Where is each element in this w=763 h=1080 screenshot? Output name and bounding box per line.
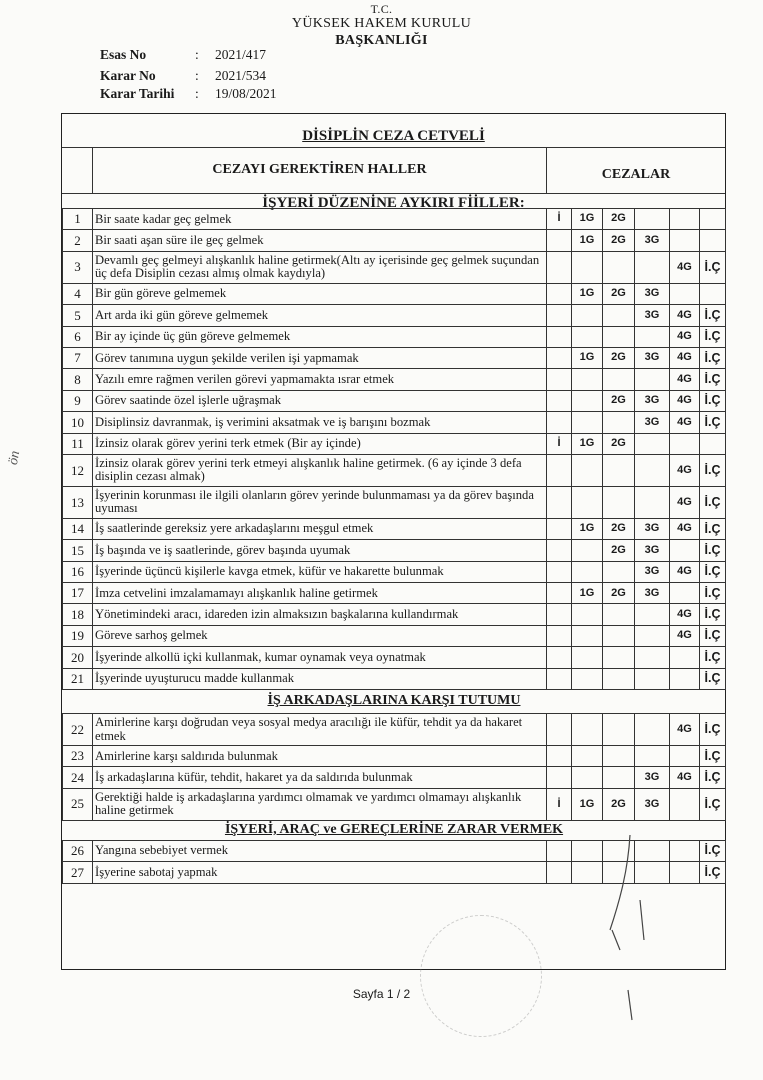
penalty-cell: İ.Ç [700, 788, 726, 820]
penalty-cell [635, 209, 670, 230]
penalty-cell [603, 647, 635, 668]
row-number: 10 [63, 412, 93, 433]
penalty-cell [635, 454, 670, 486]
table-row [63, 251, 726, 283]
penalty-cell: 3G [635, 767, 670, 788]
penalty-cell [635, 369, 670, 390]
penalty-cell [572, 251, 603, 283]
penalty-cell: 4G [670, 251, 700, 283]
meta-label: Esas No [100, 47, 147, 62]
penalty-cell: 4G [670, 369, 700, 390]
row-description: Bir gün göreve gelmemek [93, 283, 547, 304]
row-description: Göreve sarhoş gelmek [93, 625, 547, 646]
penalty-cell: İ.Ç [700, 583, 726, 604]
table-row [63, 209, 726, 230]
penalty-cell [547, 767, 572, 788]
row-description: İmza cetvelini imzalamamayı alışkanlık haline getirmek [93, 583, 547, 604]
penalty-cell: 4G [670, 767, 700, 788]
penalty-cell: 1G [572, 347, 603, 368]
penalty-cell [572, 369, 603, 390]
penalty-cell [635, 604, 670, 625]
penalty-cell: 4G [670, 305, 700, 326]
penalty-cell: İ.Ç [700, 326, 726, 347]
penalty-cell [670, 209, 700, 230]
penalty-cell [572, 647, 603, 668]
penalty-cell: 2G [603, 583, 635, 604]
penalty-cell: 2G [603, 540, 635, 561]
penalty-cell [700, 433, 726, 454]
penalty-cell [572, 540, 603, 561]
penalty-cell [603, 561, 635, 582]
table-row [63, 625, 726, 646]
row-number: 1 [63, 209, 93, 230]
column-header-conditions: CEZAYI GEREKTİREN HALLER [212, 162, 427, 177]
penalty-cell: 3G [635, 540, 670, 561]
table-row [63, 714, 726, 746]
row-number: 20 [63, 647, 93, 668]
penalty-cell [670, 540, 700, 561]
penalty-cell [603, 746, 635, 767]
table-title: DİSİPLİN CEZA CETVELİ [302, 128, 485, 144]
table-row [63, 230, 726, 251]
row-description: Yazılı emre rağmen verilen görevi yapmamakta ısrar etmek [93, 369, 547, 390]
row-number: 13 [63, 486, 93, 518]
row-description: İşyerinde alkollü içki kullanmak, kumar oynamak veya oynatmak [93, 647, 547, 668]
penalty-cell: 3G [635, 230, 670, 251]
penalty-cell: 1G [572, 230, 603, 251]
penalty-cell: 4G [670, 714, 700, 746]
row-description: Bir saate kadar geç gelmek [93, 209, 547, 230]
penalty-cell [700, 209, 726, 230]
penalty-cell [547, 518, 572, 539]
penalty-cell: 4G [670, 486, 700, 518]
penalty-cell: 2G [603, 283, 635, 304]
penalty-cell [670, 583, 700, 604]
penalty-cell: 4G [670, 390, 700, 411]
penalty-cell: 1G [572, 209, 603, 230]
row-description: İş başında ve iş saatlerinde, görev başında uyumak [93, 540, 547, 561]
penalty-cell [603, 604, 635, 625]
penalty-cell: 4G [670, 518, 700, 539]
penalty-cell: İ.Ç [700, 251, 726, 283]
penalty-cell [547, 583, 572, 604]
row-description: İzinsiz olarak görev yerini terk etmek (Bir ay içinde) [93, 433, 547, 454]
penalty-cell [603, 625, 635, 646]
row-description: Görev tanımına uygun şekilde verilen işi yapmamak [93, 347, 547, 368]
penalty-cell [572, 561, 603, 582]
row-number: 6 [63, 326, 93, 347]
penalty-cell: İ.Ç [700, 714, 726, 746]
row-description: İşyerinin korunması ile ilgili olanların görev yerinde bulunmaması ya da görev başında uyuması [93, 486, 547, 518]
penalty-cell [547, 326, 572, 347]
penalty-cell: 4G [670, 561, 700, 582]
row-number: 16 [63, 561, 93, 582]
row-description: Amirlerine karşı saldırıda bulunmak [93, 746, 547, 767]
row-description: İş saatlerinde gereksiz yere arkadaşlarını meşgul etmek [93, 518, 547, 539]
penalty-cell [572, 412, 603, 433]
penalty-cell [547, 283, 572, 304]
penalty-cell [670, 433, 700, 454]
section-title: İŞYERİ DÜZENİNE AYKIRI FİİLLER: [262, 195, 525, 211]
penalty-cell [670, 746, 700, 767]
penalty-cell [547, 369, 572, 390]
meta-value: 19/08/2021 [215, 86, 277, 101]
penalty-cell: 1G [572, 283, 603, 304]
penalty-cell [635, 251, 670, 283]
row-number: 8 [63, 369, 93, 390]
penalty-cell: 3G [635, 583, 670, 604]
penalty-cell: İ.Ç [700, 668, 726, 689]
table-row [63, 746, 726, 767]
penalty-cell: 4G [670, 454, 700, 486]
penalty-cell: 1G [572, 433, 603, 454]
penalty-cell [635, 433, 670, 454]
meta-esas: Esas No : 2021/417 [100, 47, 267, 62]
penalty-cell: İ.Ç [700, 412, 726, 433]
penalty-cell: 3G [635, 412, 670, 433]
penalty-cell [547, 647, 572, 668]
penalty-cell [670, 788, 700, 820]
penalty-cell: 4G [670, 412, 700, 433]
penalty-cell: 4G [670, 625, 700, 646]
penalty-cell [572, 714, 603, 746]
row-description: Bir saati aşan süre ile geç gelmek [93, 230, 547, 251]
penalty-cell [572, 668, 603, 689]
penalty-cell: 1G [572, 788, 603, 820]
row-description: Amirlerine karşı doğrudan veya sosyal medya aracılığı ile küfür, tehdit ya da hakaret etmek [93, 714, 547, 746]
table-row [63, 518, 726, 539]
penalty-cell: İ.Ç [700, 862, 726, 883]
page-footer: Sayfa 1 / 2 [352, 987, 411, 1001]
table-row [63, 347, 726, 368]
penalty-cell [572, 767, 603, 788]
penalty-cell: İ.Ç [700, 369, 726, 390]
meta-tarih: Karar Tarihi : 19/08/2021 [100, 86, 277, 101]
penalty-cell [635, 668, 670, 689]
table-row [63, 369, 726, 390]
table-row [63, 454, 726, 486]
official-stamp [420, 915, 542, 1037]
penalty-cell [572, 454, 603, 486]
section-title: İŞYERİ, ARAÇ ve GEREÇLERİNE ZARAR VERMEK [63, 820, 726, 840]
penalty-cell [572, 305, 603, 326]
penalty-cell: İ.Ç [700, 561, 726, 582]
divider [62, 193, 725, 194]
penalty-cell [547, 746, 572, 767]
meta-karar: Karar No : 2021/534 [100, 68, 267, 83]
penalty-cell: İ.Ç [700, 540, 726, 561]
penalty-cell: 2G [603, 788, 635, 820]
margin-note: ön [5, 449, 24, 467]
penalty-cell: İ.Ç [700, 390, 726, 411]
penalty-cell [572, 390, 603, 411]
penalty-cell [547, 305, 572, 326]
row-number: 18 [63, 604, 93, 625]
table-row [63, 540, 726, 561]
penalty-cell [572, 486, 603, 518]
row-number: 17 [63, 583, 93, 604]
penalty-cell: 3G [635, 390, 670, 411]
penalty-cell: İ.Ç [700, 454, 726, 486]
row-description: Devamlı geç gelmeyi alışkanlık haline getirmek(Altı ay içerisinde geç gelmek suçundan üç defa Disiplin cezası almış olmak kaydıyla) [93, 251, 547, 283]
penalty-cell: 2G [603, 518, 635, 539]
penalty-cell [547, 251, 572, 283]
penalty-cell [547, 714, 572, 746]
penalty-cell [603, 714, 635, 746]
penalty-cell: 1G [572, 518, 603, 539]
penalty-cell [547, 390, 572, 411]
penalty-cell [700, 230, 726, 251]
penalty-cell: İ [547, 209, 572, 230]
row-number: 7 [63, 347, 93, 368]
table-row [63, 390, 726, 411]
penalty-cell [603, 767, 635, 788]
table-row [63, 583, 726, 604]
row-number: 12 [63, 454, 93, 486]
penalty-cell: 3G [635, 561, 670, 582]
row-number: 26 [63, 840, 93, 861]
penalty-cell: İ.Ç [700, 647, 726, 668]
column-header-penalties: CEZALAR [601, 167, 671, 182]
row-description: Bir ay içinde üç gün göreve gelmemek [93, 326, 547, 347]
row-number: 23 [63, 746, 93, 767]
penalty-cell [603, 454, 635, 486]
table-row [63, 326, 726, 347]
penalty-cell: İ [547, 788, 572, 820]
row-description: Yönetimindeki aracı, idareden izin almaksızın başkalarına kullandırmak [93, 604, 547, 625]
row-number: 21 [63, 668, 93, 689]
penalty-cell [670, 668, 700, 689]
penalty-cell [572, 625, 603, 646]
row-description: İşyerinde üçüncü kişilerle kavga etmek, küfür ve hakarette bulunmak [93, 561, 547, 582]
row-number: 11 [63, 433, 93, 454]
penalty-cell: 1G [572, 583, 603, 604]
penalty-cell: 2G [603, 433, 635, 454]
divider [62, 147, 725, 148]
row-description: Art arda iki gün göreve gelmemek [93, 305, 547, 326]
penalty-cell: 2G [603, 347, 635, 368]
penalty-cell [547, 412, 572, 433]
table-row [63, 788, 726, 820]
penalty-cell [700, 283, 726, 304]
row-number: 22 [63, 714, 93, 746]
row-description: İşyerine sabotaj yapmak [93, 862, 547, 883]
penalty-cell: 2G [603, 390, 635, 411]
penalty-cell [547, 561, 572, 582]
penalty-cell [603, 326, 635, 347]
penalty-cell [547, 604, 572, 625]
penalty-cell: İ.Ç [700, 746, 726, 767]
penalty-cell: İ [547, 433, 572, 454]
penalty-cell: 4G [670, 347, 700, 368]
penalty-cell [547, 347, 572, 368]
penalty-cell: İ.Ç [700, 625, 726, 646]
penalty-cell: 3G [635, 347, 670, 368]
row-description: Yangına sebebiyet vermek [93, 840, 547, 861]
row-number: 27 [63, 862, 93, 883]
penalty-cell: 2G [603, 230, 635, 251]
penalty-cell [635, 714, 670, 746]
table-row [63, 561, 726, 582]
penalty-cell [603, 369, 635, 390]
penalty-cell [547, 454, 572, 486]
meta-value: 2021/534 [215, 68, 267, 83]
penalty-cell: 3G [635, 788, 670, 820]
section-title: İŞ ARKADAŞLARINA KARŞI TUTUMU [63, 690, 726, 714]
row-number: 19 [63, 625, 93, 646]
penalty-cell [670, 840, 700, 861]
penalty-cell [572, 326, 603, 347]
meta-label: Karar No [100, 68, 156, 83]
row-number: 25 [63, 788, 93, 820]
penalty-cell: İ.Ç [700, 486, 726, 518]
row-description: İzinsiz olarak görev yerini terk etmeyi alışkanlık haline getirmek. (6 ay içinde 3 defa disiplin cezası almak) [93, 454, 547, 486]
penalty-cell [635, 625, 670, 646]
penalty-cell [670, 647, 700, 668]
penalty-cell [547, 540, 572, 561]
row-description: Disiplinsiz davranmak, iş verimini aksatmak ve iş barışını bozmak [93, 412, 547, 433]
table-row [63, 767, 726, 788]
penalty-cell: 4G [670, 326, 700, 347]
row-description: İşyerinde uyuşturucu madde kullanmak [93, 668, 547, 689]
penalty-cell [635, 326, 670, 347]
penalty-cell [603, 412, 635, 433]
table-row [63, 305, 726, 326]
row-number: 2 [63, 230, 93, 251]
penalty-cell [547, 625, 572, 646]
row-number: 15 [63, 540, 93, 561]
penalty-cell [670, 283, 700, 304]
penalty-cell: 3G [635, 305, 670, 326]
penalty-cell: İ.Ç [700, 305, 726, 326]
penalty-cell: İ.Ç [700, 518, 726, 539]
table-row [63, 283, 726, 304]
org-name: YÜKSEK HAKEM KURULU [291, 16, 472, 31]
row-description: İş arkadaşlarına küfür, tehdit, hakaret ya da saldırıda bulunmak [93, 767, 547, 788]
table-row [63, 433, 726, 454]
section-row [63, 690, 726, 714]
row-description: Görev saatinde özel işlerle uğraşmak [93, 390, 547, 411]
penalty-cell [572, 862, 603, 883]
penalty-cell: 2G [603, 209, 635, 230]
penalty-cell [572, 746, 603, 767]
penalty-cell: 3G [635, 518, 670, 539]
penalty-cell [670, 862, 700, 883]
meta-label: Karar Tarihi [100, 86, 175, 101]
row-description: Gerektiği halde iş arkadaşlarına yardımcı olmamak ve yardımcı olmamayı alışkanlık haline getirmek [93, 788, 547, 820]
penalty-cell [547, 840, 572, 861]
row-number: 3 [63, 251, 93, 283]
penalty-cell [603, 668, 635, 689]
penalty-cell [635, 486, 670, 518]
penalty-cell [603, 251, 635, 283]
penalty-cell [603, 305, 635, 326]
penalty-cell [572, 840, 603, 861]
meta-value: 2021/417 [215, 47, 267, 62]
penalty-cell [547, 862, 572, 883]
table-row [63, 647, 726, 668]
penalty-cell: İ.Ç [700, 604, 726, 625]
table-row [63, 668, 726, 689]
penalty-cell: İ.Ç [700, 767, 726, 788]
row-number: 4 [63, 283, 93, 304]
penalty-cell [603, 486, 635, 518]
row-number: 24 [63, 767, 93, 788]
penalty-cell [547, 486, 572, 518]
table-row [63, 604, 726, 625]
table-row [63, 486, 726, 518]
penalty-cell [547, 668, 572, 689]
penalty-cell: 3G [635, 283, 670, 304]
penalty-cell [572, 604, 603, 625]
signature-mark [600, 830, 660, 960]
org-dept: BAŞKANLIĞI [335, 33, 428, 48]
penalty-cell [635, 746, 670, 767]
table-row [63, 412, 726, 433]
penalty-cell [670, 230, 700, 251]
penalty-cell: İ.Ç [700, 840, 726, 861]
penalty-cell [635, 647, 670, 668]
row-number: 5 [63, 305, 93, 326]
discipline-table [62, 208, 726, 884]
row-number: 14 [63, 518, 93, 539]
header-top: T.C. [370, 2, 393, 16]
row-number: 9 [63, 390, 93, 411]
penalty-cell: 4G [670, 604, 700, 625]
penalty-cell: İ.Ç [700, 347, 726, 368]
penalty-cell [547, 230, 572, 251]
